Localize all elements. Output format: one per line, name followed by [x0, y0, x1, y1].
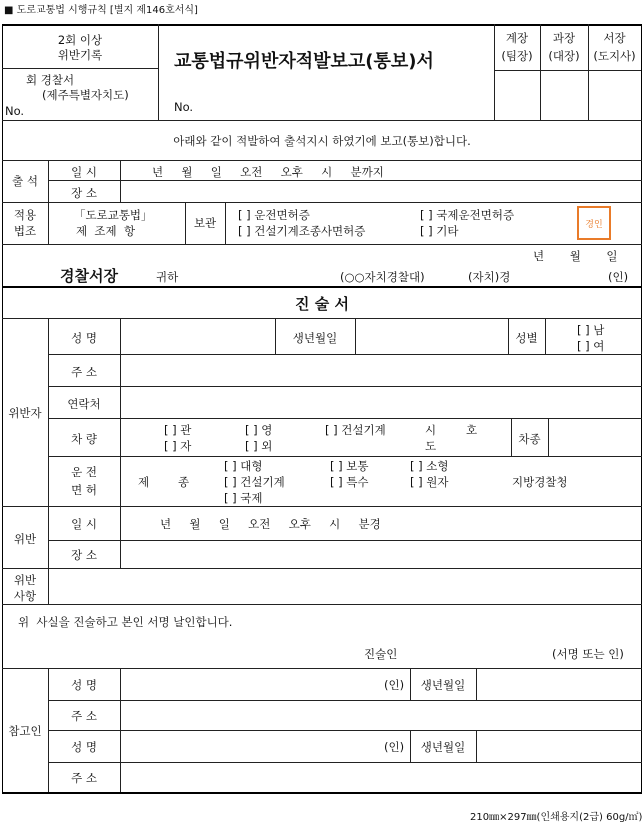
violation-label: 위반	[13, 532, 37, 546]
keep-option-international-license[interactable]: [ ] 국제운전면허증	[420, 208, 515, 222]
attendance-place-label: 장 소	[71, 186, 97, 200]
no-label-center: No.	[174, 100, 194, 114]
license-label-2: 면 허	[71, 483, 97, 497]
license-normal-checkbox[interactable]: [ ] 보통	[330, 459, 369, 473]
approval-team-leader: 계장	[505, 31, 529, 45]
vehicle-construction-checkbox[interactable]: [ ] 건설기계	[325, 423, 386, 437]
reference1-birth-label: 생년월일	[420, 678, 466, 692]
vehicle-province-label: 도	[425, 439, 437, 453]
declarant-label: 진술인	[364, 647, 398, 661]
law-name: 「도로교통법」	[74, 208, 153, 222]
jeju-label: (제주특별자치도)	[42, 88, 129, 102]
gender-female-checkbox[interactable]: [ ] 여	[577, 339, 605, 353]
approval-team-leader-sub: (팀장)	[501, 49, 533, 63]
reference2-address-label: 주 소	[71, 771, 97, 785]
police-station-label: 회 경찰서	[26, 73, 75, 87]
keep-option-construction-license[interactable]: [ ] 건설기계조종사면허증	[238, 224, 366, 238]
license-motorbike-checkbox[interactable]: [ ] 원자	[410, 475, 449, 489]
report-date[interactable]: 년 월 일	[533, 249, 618, 263]
violator-label: 위반자	[8, 406, 42, 420]
vehicle-number-label: 호	[466, 423, 478, 437]
attendance-date-value[interactable]: 년 월 일 오전 오후 시 분까지	[152, 165, 384, 179]
violation-record-label: 위반기록	[57, 48, 103, 62]
no-label-left: No.	[5, 104, 25, 118]
violation-date-value[interactable]: 년 월 일 오전 오후 시 분경	[160, 517, 381, 531]
signer-seal: (인)	[608, 270, 629, 284]
keep-option-driver-license[interactable]: [ ] 운전면허증	[238, 208, 310, 222]
license-large-checkbox[interactable]: [ ] 대형	[224, 459, 263, 473]
police-chief-label: 경찰서장	[60, 267, 118, 285]
violator-birth-label: 생년월일	[292, 331, 338, 345]
reference2-seal: (인)	[384, 740, 405, 754]
reference2-birth-label: 생년월일	[420, 740, 466, 754]
reference1-seal: (인)	[384, 678, 405, 692]
violator-name-label: 성 명	[71, 331, 97, 345]
frame-top	[2, 24, 642, 26]
license-je-label: 제	[138, 475, 150, 489]
intro-text: 아래와 같이 적발하여 출석지시 하였기에 보고(통보)합니다.	[173, 134, 471, 148]
signer-label: (자치)경	[468, 270, 511, 284]
form-title: 교통법규위반자적발보고(통보)서	[174, 51, 434, 72]
reference2-name-label: 성 명	[71, 740, 97, 754]
law-label-1: 적용	[13, 208, 37, 222]
license-agency-label: 지방경찰청	[512, 475, 568, 489]
violation-place-label: 장 소	[71, 548, 97, 562]
license-international-checkbox[interactable]: [ ] 국제	[224, 491, 263, 505]
license-construction-checkbox[interactable]: [ ] 건설기계	[224, 475, 285, 489]
vehicle-foreign-checkbox[interactable]: [ ] 외	[245, 439, 273, 453]
law-label-2: 법조	[13, 224, 37, 238]
vehicle-gov-checkbox[interactable]: [ ] 관	[164, 423, 192, 437]
violator-address-label: 주 소	[71, 365, 97, 379]
violation-fact-label-1: 위반	[13, 573, 37, 587]
license-jong-label: 종	[178, 475, 190, 489]
approval-stamp: 경인	[577, 206, 611, 240]
violation-date-label: 일 시	[71, 517, 97, 531]
violator-gender-label: 성별	[515, 331, 538, 345]
vehicle-type-label: 차종	[518, 432, 541, 446]
vehicle-commercial-checkbox[interactable]: [ ] 영	[245, 423, 273, 437]
honorific: 귀하	[156, 270, 179, 284]
repeat-violation-label: 2회 이상	[57, 33, 103, 47]
reference1-address-label: 주 소	[71, 709, 97, 723]
paper-spec-footer: 210㎜×297㎜(인쇄용지(2급) 60g/㎡)	[470, 812, 643, 823]
reference1-name-label: 성 명	[71, 678, 97, 692]
keep-label: 보관	[193, 216, 217, 230]
attendance-date-label: 일 시	[71, 165, 97, 179]
license-small-checkbox[interactable]: [ ] 소형	[410, 459, 449, 473]
approval-chief: 서장	[603, 31, 626, 45]
frame-bottom	[2, 792, 642, 794]
reference-label: 참고인	[8, 724, 42, 738]
vehicle-private-checkbox[interactable]: [ ] 자	[164, 439, 192, 453]
form-caption: ■ 도로교통법 시행규칙 [별지 제146호서식]	[4, 5, 198, 16]
declarant-sign[interactable]: (서명 또는 인)	[552, 647, 624, 661]
approval-section-chief-sub: (대장)	[548, 49, 580, 63]
statement-title: 진 술 서	[295, 295, 349, 313]
declaration-text: 위 사실을 진술하고 본인 서명 날인합니다.	[18, 615, 233, 629]
violation-fact-label-2: 사항	[13, 589, 37, 603]
violator-contact-label: 연락처	[67, 397, 101, 411]
vehicle-city-label: 시	[425, 423, 437, 437]
vehicle-label: 차 량	[71, 432, 97, 446]
attendance-label: 출 석	[12, 174, 38, 188]
approval-section-chief: 과장	[552, 31, 576, 45]
license-label-1: 운 전	[71, 465, 97, 479]
license-special-checkbox[interactable]: [ ] 특수	[330, 475, 369, 489]
keep-option-other[interactable]: [ ] 기타	[420, 224, 459, 238]
autonomous-police-office: (○○자치경찰대)	[340, 270, 425, 284]
approval-chief-sub: (도지사)	[593, 49, 636, 63]
law-article: 제 조제 항	[76, 224, 136, 238]
gender-male-checkbox[interactable]: [ ] 남	[577, 323, 605, 337]
